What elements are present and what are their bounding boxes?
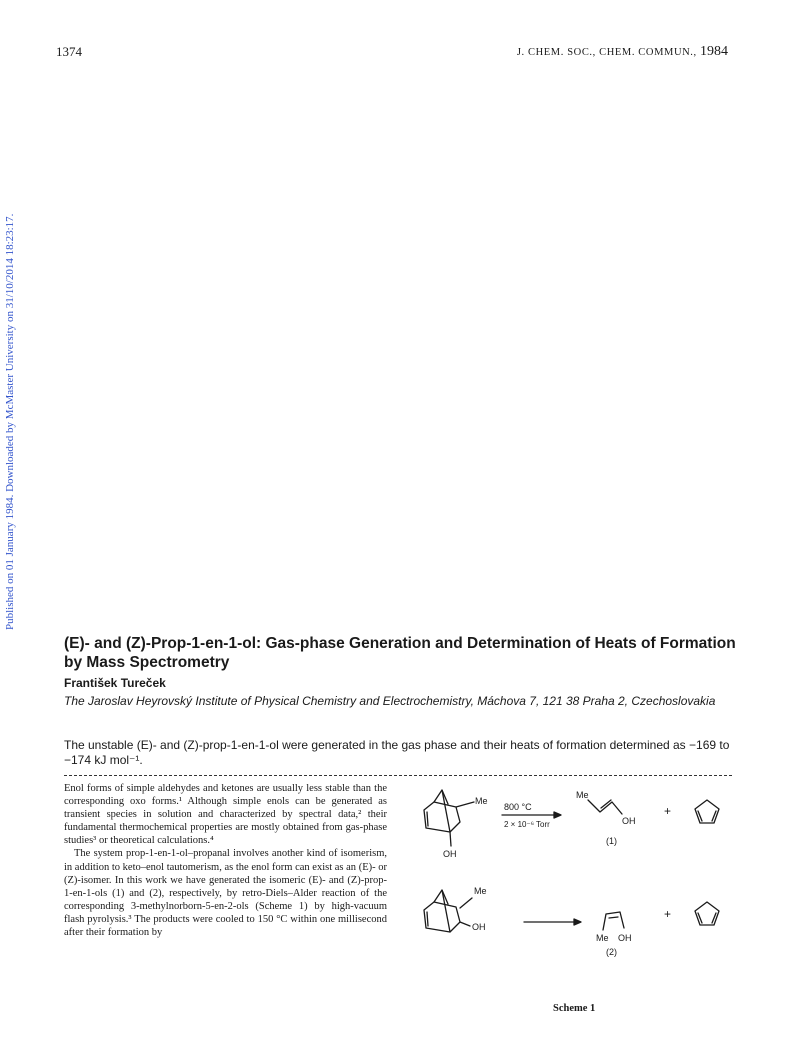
running-header [517,44,728,60]
compound-1-label: (1) [606,836,617,846]
methyl-label: Me [475,796,488,806]
body-paragraph: The system prop-1-en-1-ol–propanal involves another kind of isomerism, in addition to keto–enol tautomerism, as the enol form can exist as an (E)- or (Z)-isomer. In this work we have generated the isomeric (E)- and (Z)-prop-1-en-1-ols (1) and (2), respectively, by retro-Diels–Alder reaction of the corresponding 3-methylnorborn-5-en-2-ols (Scheme 1) by high-vacuum flash pyrolysis.³ The products were cooled to 150 °C within one millisecond after their formation by [64,848,387,939]
hydroxyl-label: OH [622,816,636,826]
scheme-1-diagram [412,780,742,1010]
body-paragraph: Enol forms of simple aldehydes and ketones are usually less stable than the corresponding oxo forms.¹ Although simple enols can be generated as transient species in solution and characterized by spectral data,² their fundamental thermochemical properties are mostly obtained from gas-phase studies³ or theoretical calculations.⁴ [64,783,387,847]
article-title: (E)- and (Z)-Prop-1-en-1-ol: Gas-phase Generation and Determination of Heats of Formation by Mass Spectrometry [64,635,736,671]
methyl-label: Me [474,886,487,896]
page-number: 1374 [56,44,82,59]
plus-sign: + [664,907,672,921]
pressure-condition: 2 × 10⁻⁶ Torr [504,820,550,829]
methyl-label: Me [596,933,609,943]
abstract: The unstable (E)- and (Z)-prop-1-en-1-ol were generated in the gas phase and their heats of formation determined as −169 to −174 kJ mol⁻¹. [64,738,730,767]
z-enol-structure [603,912,624,930]
cyclopentadiene-structure-bottom [695,902,719,925]
cyclopentadiene-structure-top [695,800,719,823]
scheme-caption: Scheme 1 [553,1003,596,1014]
compound-2-label: (2) [606,947,617,957]
body-text [64,782,387,939]
journal-name: J. CHEM. SOC., CHEM. COMMUN., [516,47,697,58]
author-affiliation: The Jaroslav Heyrovský Institute of Physical Chemistry and Electrochemistry, Máchova 7, 121 38 Praha 2, Czechoslovakia [64,694,716,708]
journal-year: 1984 [700,44,728,59]
author-name: František Tureček [64,676,166,690]
section-divider [64,775,732,776]
norbornenol-structure-top [424,790,474,846]
temperature-condition: 800 °C [504,802,532,812]
hydroxyl-label: OH [618,933,632,943]
hydroxyl-label: OH [443,849,457,859]
plus-sign: + [664,804,672,818]
e-enol-structure [588,800,622,814]
norbornenol-structure-bottom [424,890,472,932]
hydroxyl-label: OH [472,922,486,932]
methyl-label: Me [576,790,589,800]
download-notice[interactable]: Published on 01 January 1984. Downloaded by McMaster University on 31/10/2014 18:23:17. [4,213,16,630]
